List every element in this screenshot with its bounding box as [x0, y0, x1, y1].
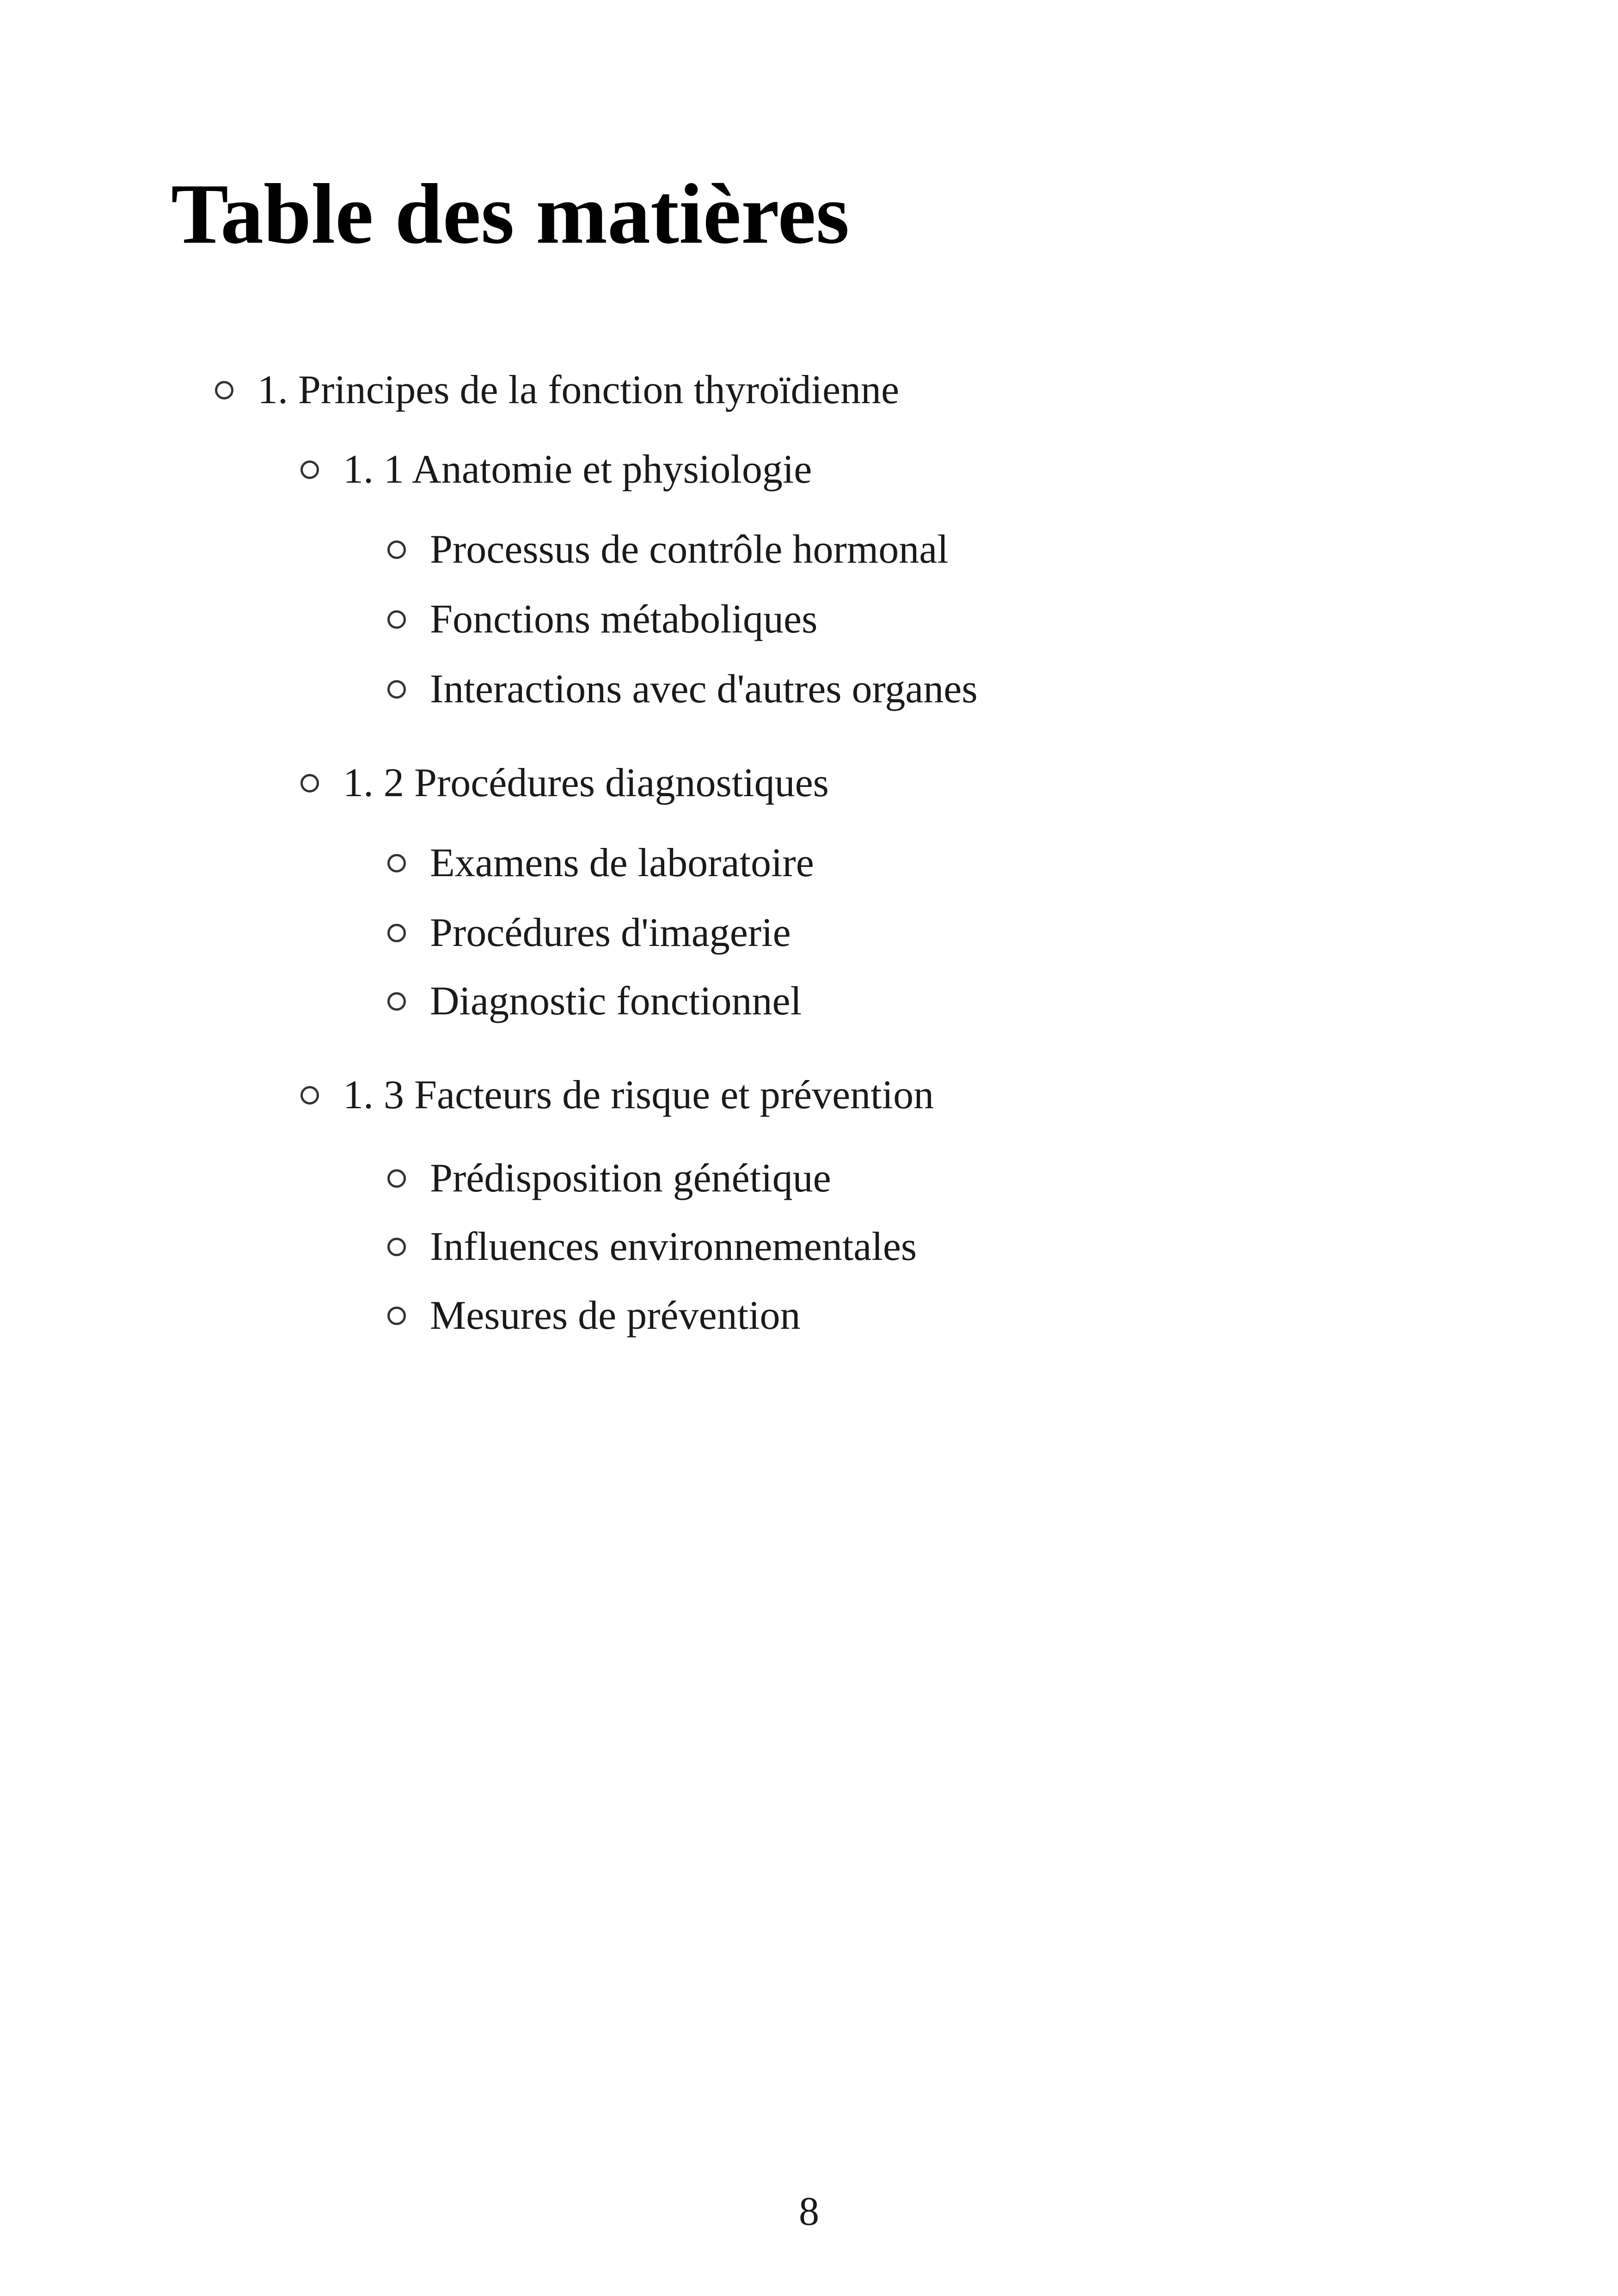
circle-bullet-icon — [300, 1086, 319, 1105]
toc-item[interactable] — [387, 981, 802, 1022]
toc-item-label: Influences environnementales — [430, 1224, 917, 1269]
toc-item[interactable] — [387, 669, 978, 710]
circle-bullet-icon — [387, 540, 406, 559]
page-number: 8 — [799, 2189, 819, 2234]
toc-item-label: Fonctions métaboliques — [430, 597, 818, 642]
circle-bullet-icon — [300, 774, 319, 792]
toc-item[interactable] — [387, 599, 817, 640]
circle-bullet-icon — [300, 460, 319, 479]
toc-section-label: 1. 3 Facteurs de risque et prévention — [343, 1073, 934, 1117]
toc-item-label: Procédures d'imagerie — [430, 910, 791, 955]
toc-chapter-label: 1. Principes de la fonction thyroïdienne — [257, 368, 900, 412]
toc-section-label: 1. 1 Anatomie et physiologie — [343, 447, 812, 492]
toc-item-label: Examens de laboratoire — [430, 841, 814, 885]
circle-bullet-icon — [387, 1307, 406, 1325]
toc-chapter-1[interactable] — [215, 370, 899, 411]
toc-item-label: Diagnostic fonctionnel — [430, 979, 802, 1024]
toc-item-label: Prédisposition génétique — [430, 1156, 831, 1201]
page-title: Table des matières — [171, 166, 850, 262]
toc-item[interactable] — [387, 1224, 917, 1269]
toc-section-1-3[interactable] — [300, 1075, 934, 1116]
circle-bullet-icon — [387, 924, 406, 942]
toc-item-label: Mesures de prévention — [430, 1293, 801, 1338]
circle-bullet-icon — [387, 1238, 406, 1256]
circle-bullet-icon — [387, 992, 406, 1011]
toc-item[interactable] — [387, 1295, 801, 1336]
toc-section-1-1[interactable] — [300, 449, 812, 490]
toc-section-1-2[interactable] — [300, 763, 829, 804]
toc-item[interactable] — [387, 843, 814, 884]
circle-bullet-icon — [215, 381, 233, 399]
circle-bullet-icon — [387, 854, 406, 872]
toc-item[interactable] — [387, 910, 791, 955]
toc-section-label: 1. 2 Procédures diagnostiques — [343, 761, 829, 805]
toc-item-label: Interactions avec d'autres organes — [430, 667, 978, 712]
toc-item[interactable] — [387, 1158, 831, 1199]
circle-bullet-icon — [387, 610, 406, 629]
toc-item[interactable] — [387, 529, 949, 570]
toc-item-label: Processus de contrôle hormonal — [430, 527, 949, 572]
circle-bullet-icon — [387, 680, 406, 699]
circle-bullet-icon — [387, 1169, 406, 1188]
